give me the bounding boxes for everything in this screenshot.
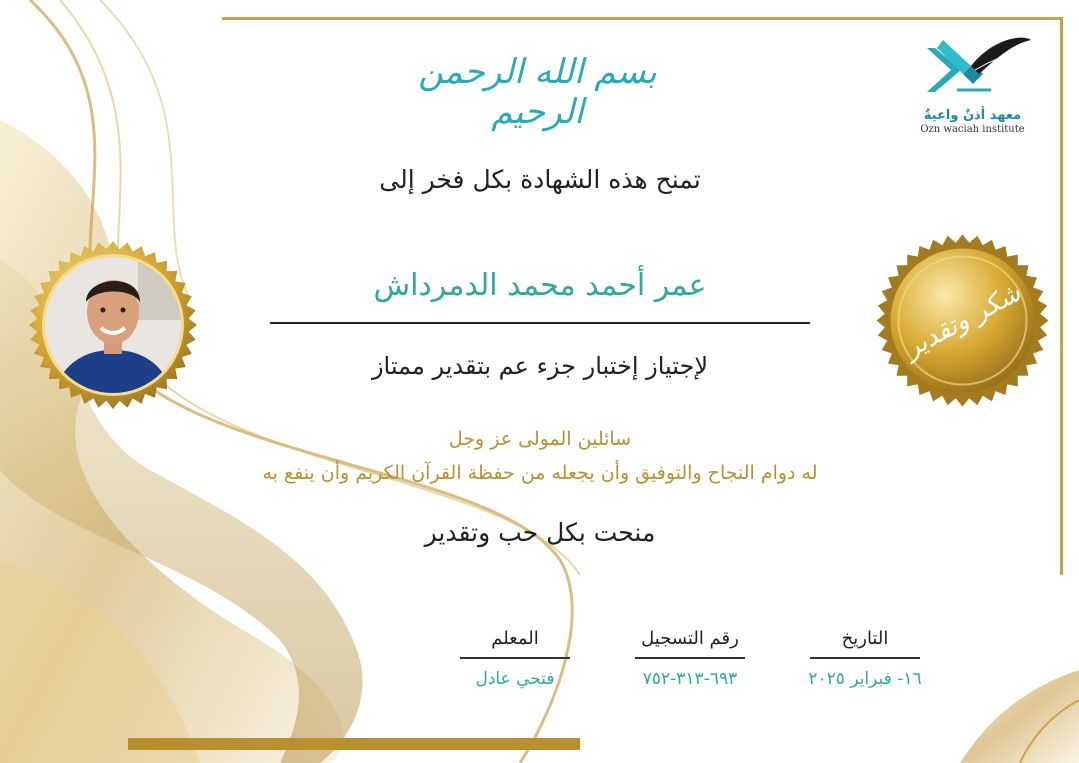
teacher-value: فتحي عادل (475, 669, 555, 689)
appreciation-seal (875, 233, 1050, 408)
frame-top-border (222, 17, 1062, 20)
student-photo-badge (28, 240, 198, 410)
logo-arabic-name: معهد أذنٌ واعيةٌ (923, 108, 1022, 123)
teacher-rule (460, 657, 570, 659)
name-underline (270, 322, 810, 324)
prayer-line-1: سائلين المولى عز وجل (448, 428, 632, 450)
seal-text: شكر وتقدير (899, 277, 1026, 364)
closing-line: منحت بكل حب وتقدير (424, 518, 656, 547)
registration-field (620, 628, 760, 689)
frame-bottom-bar (128, 738, 580, 750)
date-label: التاريخ (841, 628, 889, 649)
frame-right-border (1060, 17, 1063, 575)
basmala-calligraphy: بسم الله الرحمن الرحيم (418, 52, 657, 132)
date-value: ١٦- فبراير ٢٠٢٥ (808, 669, 922, 689)
date-rule (810, 657, 920, 659)
registration-label: رقم التسجيل (641, 628, 739, 649)
certificate-intro: تمنح هذه الشهادة بكل فخر إلى (379, 165, 701, 194)
student-photo (28, 240, 198, 410)
student-name: عمر أحمد محمد الدمرداش (373, 268, 707, 303)
award-reason: لإجتياز إختبار جزء عم بتقدير ممتاز (371, 352, 709, 380)
book-quill-icon (913, 30, 1033, 102)
date-field (795, 628, 935, 689)
prayer-line-2: له دوام النجاح والتوفيق وأن يجعله من حفظة القرآن الكريم وأن ينفع به (262, 462, 818, 484)
logo-english-name: Ozn waciah institute (920, 124, 1025, 135)
registration-rule (635, 657, 745, 659)
teacher-label: المعلم (491, 628, 539, 649)
institute-logo (905, 30, 1040, 135)
registration-value: ٦٩٣-٣١٣-٧٥٢ (642, 669, 738, 689)
teacher-field (445, 628, 585, 689)
